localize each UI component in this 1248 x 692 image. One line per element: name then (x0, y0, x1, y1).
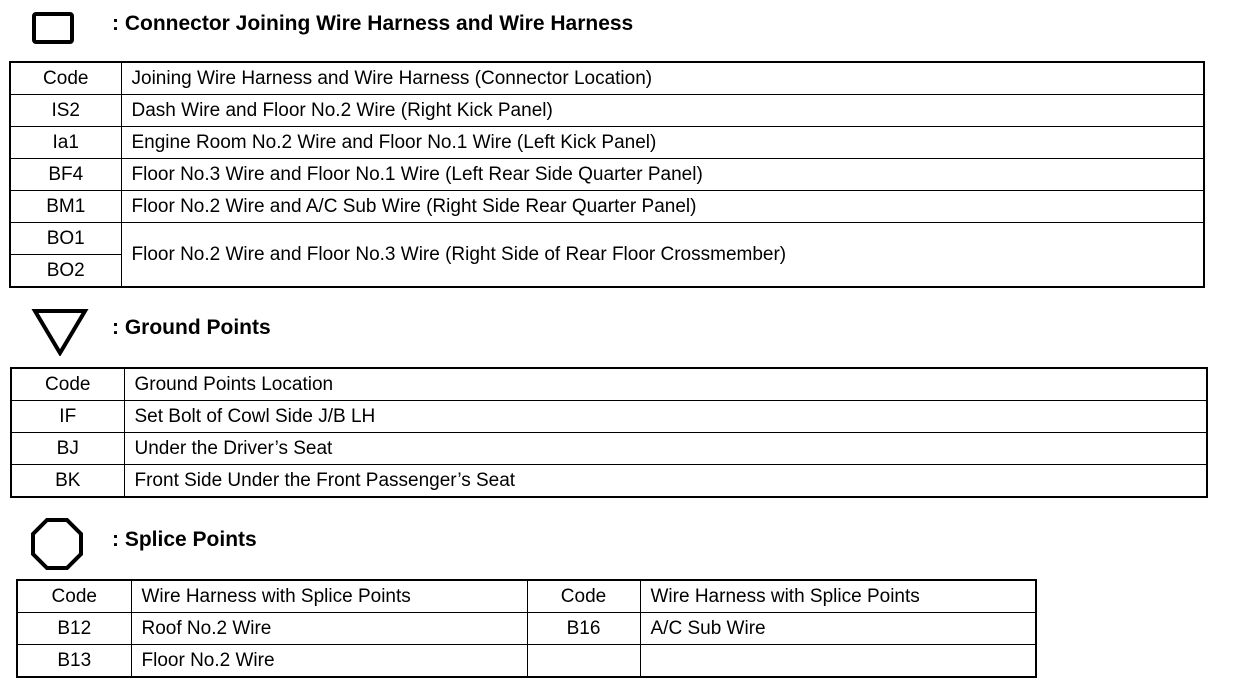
header-code: Code (11, 368, 124, 401)
row-desc: Front Side Under the Front Passenger’s Seat (124, 465, 1207, 498)
connector-table (9, 61, 1205, 288)
row-code: BF4 (10, 159, 121, 191)
row-desc: Floor No.3 Wire and Floor No.1 Wire (Left Rear Side Quarter Panel) (121, 159, 1204, 191)
header-code: Code (10, 62, 121, 95)
row-code: BK (11, 465, 124, 498)
row-desc: Roof No.2 Wire (131, 613, 527, 645)
table-row (10, 127, 1204, 159)
row-code: BO2 (10, 255, 121, 288)
row-desc (640, 645, 1036, 678)
row-desc: Engine Room No.2 Wire and Floor No.1 Wire (Left Kick Panel) (121, 127, 1204, 159)
row-desc: Floor No.2 Wire and A/C Sub Wire (Right Side Rear Quarter Panel) (121, 191, 1204, 223)
table-row (11, 433, 1207, 465)
row-code: IS2 (10, 95, 121, 127)
ground-table (10, 367, 1208, 498)
row-desc: Dash Wire and Floor No.2 Wire (Right Kick Panel) (121, 95, 1204, 127)
header-desc: Wire Harness with Splice Points (640, 580, 1036, 613)
triangle-down-icon (30, 306, 90, 356)
row-code: Ia1 (10, 127, 121, 159)
row-code (527, 645, 640, 678)
splice-table (16, 579, 1037, 678)
table-row (17, 645, 1036, 678)
row-desc: Set Bolt of Cowl Side J/B LH (124, 401, 1207, 433)
row-code: BJ (11, 433, 124, 465)
splice-section-title: : Splice Points (112, 528, 257, 551)
row-code: BO1 (10, 223, 121, 255)
row-code: B13 (17, 645, 131, 678)
table-row (10, 159, 1204, 191)
row-code: IF (11, 401, 124, 433)
row-desc: Floor No.2 Wire and Floor No.3 Wire (Right Side of Rear Floor Crossmember) (121, 223, 1204, 288)
ground-section-title: : Ground Points (112, 316, 271, 339)
row-desc: Floor No.2 Wire (131, 645, 527, 678)
row-code: B16 (527, 613, 640, 645)
header-desc: Joining Wire Harness and Wire Harness (Connector Location) (121, 62, 1204, 95)
row-code: BM1 (10, 191, 121, 223)
header-code: Code (17, 580, 131, 613)
table-header-row (10, 62, 1204, 95)
header-desc: Wire Harness with Splice Points (131, 580, 527, 613)
row-code: B12 (17, 613, 131, 645)
connector-section-title: : Connector Joining Wire Harness and Wire Harness (112, 12, 634, 35)
table-row (10, 223, 1204, 255)
table-row (10, 95, 1204, 127)
header-code: Code (527, 580, 640, 613)
row-desc: Under the Driver’s Seat (124, 433, 1207, 465)
square-icon (30, 10, 78, 46)
table-row (11, 465, 1207, 498)
header-desc: Ground Points Location (124, 368, 1207, 401)
table-row (17, 613, 1036, 645)
table-row (10, 191, 1204, 223)
row-desc: A/C Sub Wire (640, 613, 1036, 645)
table-header-row (11, 368, 1207, 401)
table-row (11, 401, 1207, 433)
octagon-icon (28, 515, 86, 573)
table-header-row (17, 580, 1036, 613)
